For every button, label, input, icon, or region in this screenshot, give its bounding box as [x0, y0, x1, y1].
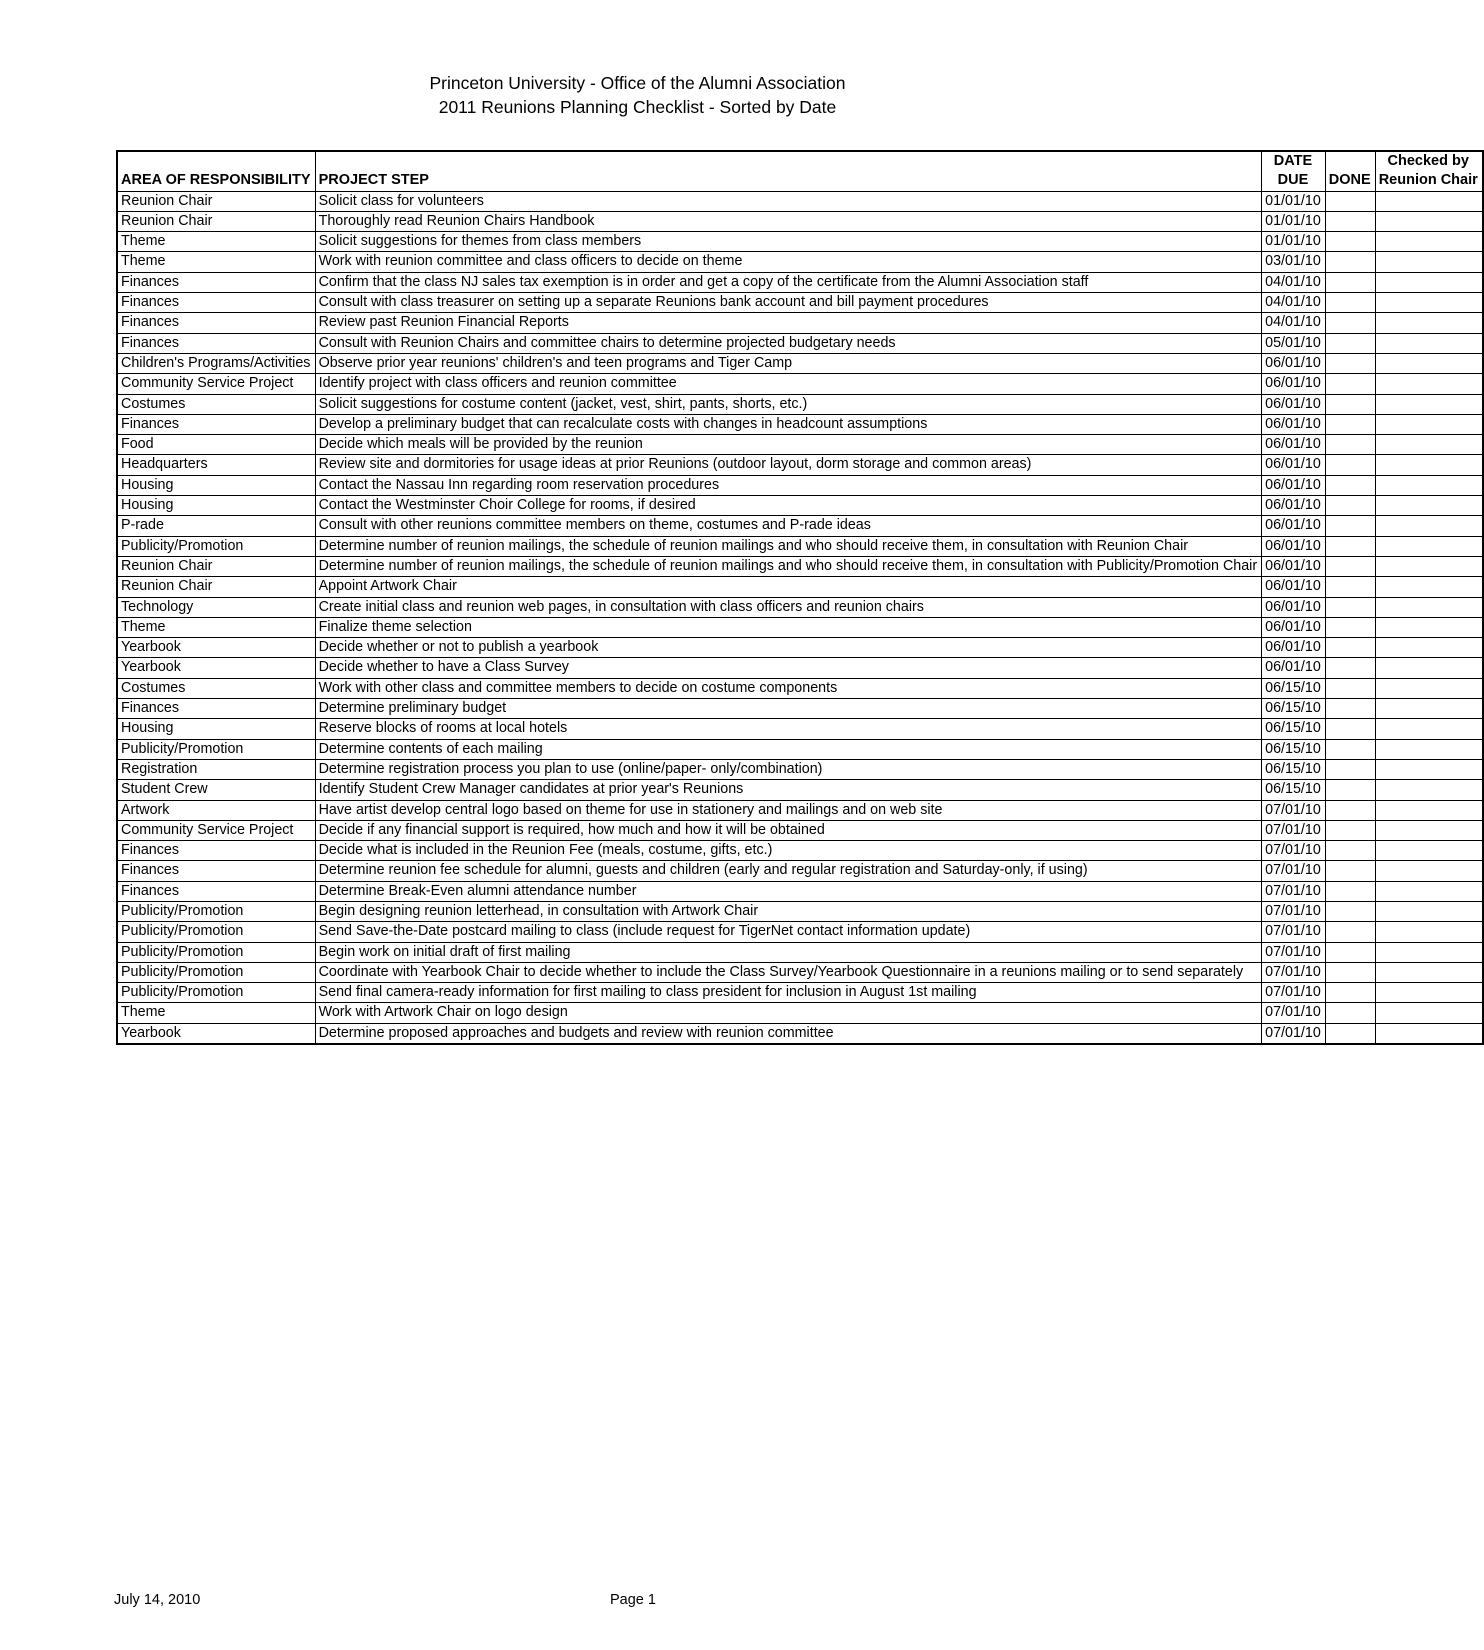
- done-cell: [1325, 577, 1375, 597]
- done-cell: [1325, 353, 1375, 373]
- date-due-cell: 07/01/10: [1262, 1003, 1326, 1023]
- table-row: [117, 841, 1483, 861]
- table-row: [117, 922, 1483, 942]
- area-cell: Theme: [117, 232, 315, 252]
- table-row: [117, 678, 1483, 698]
- project-step-cell: Determine number of reunion mailings, the schedule of reunion mailings and who should receive them, in consultation with Publicity/Promotion Chair: [315, 556, 1262, 576]
- checked-by-cell: [1375, 556, 1483, 576]
- project-step-cell: Review past Reunion Financial Reports: [315, 313, 1262, 333]
- column-header-checked-line1: Checked by: [1387, 153, 1469, 169]
- done-cell: [1325, 536, 1375, 556]
- date-due-cell: 04/01/10: [1262, 313, 1326, 333]
- table-row: [117, 638, 1483, 658]
- done-cell: [1325, 617, 1375, 637]
- date-due-cell: 06/01/10: [1262, 394, 1326, 414]
- table-row: [117, 1003, 1483, 1023]
- project-step-cell: Begin designing reunion letterhead, in consultation with Artwork Chair: [315, 901, 1262, 921]
- area-cell: P-rade: [117, 516, 315, 536]
- table-row: [117, 272, 1483, 292]
- checked-by-cell: [1375, 861, 1483, 881]
- project-step-cell: Work with Artwork Chair on logo design: [315, 1003, 1262, 1023]
- checked-by-cell: [1375, 516, 1483, 536]
- table-row: [117, 455, 1483, 475]
- project-step-cell: Solicit suggestions for themes from class members: [315, 232, 1262, 252]
- area-cell: Publicity/Promotion: [117, 536, 315, 556]
- done-cell: [1325, 293, 1375, 313]
- date-due-cell: 07/01/10: [1262, 901, 1326, 921]
- checked-by-cell: [1375, 800, 1483, 820]
- area-cell: Community Service Project: [117, 820, 315, 840]
- area-cell: Reunion Chair: [117, 191, 315, 211]
- table-row: [117, 536, 1483, 556]
- area-cell: Costumes: [117, 394, 315, 414]
- checked-by-cell: [1375, 617, 1483, 637]
- column-header-due-line1: DATE: [1273, 153, 1313, 169]
- project-step-cell: Send Save-the-Date postcard mailing to class (include request for TigerNet contact information update): [315, 922, 1262, 942]
- area-cell: Finances: [117, 272, 315, 292]
- checked-by-cell: [1375, 272, 1483, 292]
- checked-by-cell: [1375, 1023, 1483, 1044]
- table-row: [117, 252, 1483, 272]
- date-due-cell: 01/01/10: [1262, 191, 1326, 211]
- done-cell: [1325, 333, 1375, 353]
- project-step-cell: Contact the Nassau Inn regarding room reservation procedures: [315, 475, 1262, 495]
- project-step-cell: Identify Student Crew Manager candidates at prior year's Reunions: [315, 780, 1262, 800]
- table-row: [117, 820, 1483, 840]
- project-step-cell: Determine reunion fee schedule for alumni, guests and children (early and regular registration and Saturday-only, if using): [315, 861, 1262, 881]
- table-row: [117, 881, 1483, 901]
- date-due-cell: 07/01/10: [1262, 820, 1326, 840]
- document-title: Princeton University - Office of the Alumni Association: [429, 73, 846, 93]
- project-step-cell: Thoroughly read Reunion Chairs Handbook: [315, 211, 1262, 231]
- project-step-cell: Solicit suggestions for costume content (jacket, vest, shirt, pants, shorts, etc.): [315, 394, 1262, 414]
- area-cell: Reunion Chair: [117, 577, 315, 597]
- done-cell: [1325, 394, 1375, 414]
- checked-by-cell: [1375, 820, 1483, 840]
- table-row: [117, 739, 1483, 759]
- project-step-cell: Solicit class for volunteers: [315, 191, 1262, 211]
- area-cell: Finances: [117, 293, 315, 313]
- date-due-cell: 06/01/10: [1262, 536, 1326, 556]
- header-row: [117, 151, 1483, 191]
- area-cell: Food: [117, 435, 315, 455]
- date-due-cell: 07/01/10: [1262, 800, 1326, 820]
- area-cell: Finances: [117, 841, 315, 861]
- done-cell: [1325, 841, 1375, 861]
- project-step-cell: Decide what is included in the Reunion Fee (meals, costume, gifts, etc.): [315, 841, 1262, 861]
- date-due-cell: 01/01/10: [1262, 232, 1326, 252]
- date-due-cell: 06/15/10: [1262, 699, 1326, 719]
- date-due-cell: 04/01/10: [1262, 293, 1326, 313]
- checked-by-cell: [1375, 475, 1483, 495]
- table-row: [117, 617, 1483, 637]
- date-due-cell: 07/01/10: [1262, 1023, 1326, 1044]
- checked-by-cell: [1375, 191, 1483, 211]
- table-row: [117, 556, 1483, 576]
- area-cell: Finances: [117, 699, 315, 719]
- date-due-cell: 07/01/10: [1262, 841, 1326, 861]
- checked-by-cell: [1375, 962, 1483, 982]
- done-cell: [1325, 1023, 1375, 1044]
- date-due-cell: 06/15/10: [1262, 739, 1326, 759]
- done-cell: [1325, 800, 1375, 820]
- checked-by-cell: [1375, 353, 1483, 373]
- table-row: [117, 516, 1483, 536]
- project-step-cell: Identify project with class officers and reunion committee: [315, 374, 1262, 394]
- column-header-done: DONE: [1325, 151, 1375, 191]
- table-row: [117, 353, 1483, 373]
- column-header-step: PROJECT STEP: [315, 151, 1262, 191]
- table-row: [117, 374, 1483, 394]
- project-step-cell: Consult with Reunion Chairs and committee chairs to determine projected budgetary needs: [315, 333, 1262, 353]
- area-cell: Theme: [117, 252, 315, 272]
- column-header-due-line2: DUE: [1277, 172, 1309, 189]
- project-step-cell: Determine preliminary budget: [315, 699, 1262, 719]
- table-row: [117, 597, 1483, 617]
- area-cell: Publicity/Promotion: [117, 901, 315, 921]
- checked-by-cell: [1375, 496, 1483, 516]
- date-due-cell: 07/01/10: [1262, 983, 1326, 1003]
- area-cell: Children's Programs/Activities: [117, 353, 315, 373]
- checked-by-cell: [1375, 232, 1483, 252]
- project-step-cell: Finalize theme selection: [315, 617, 1262, 637]
- date-due-cell: 06/01/10: [1262, 577, 1326, 597]
- project-step-cell: Determine registration process you plan to use (online/paper- only/combination): [315, 759, 1262, 779]
- date-due-cell: 06/01/10: [1262, 597, 1326, 617]
- project-step-cell: Observe prior year reunions' children's and teen programs and Tiger Camp: [315, 353, 1262, 373]
- checked-by-cell: [1375, 759, 1483, 779]
- project-step-cell: Begin work on initial draft of first mailing: [315, 942, 1262, 962]
- done-cell: [1325, 922, 1375, 942]
- project-step-cell: Appoint Artwork Chair: [315, 577, 1262, 597]
- area-cell: Registration: [117, 759, 315, 779]
- checked-by-cell: [1375, 881, 1483, 901]
- project-step-cell: Work with reunion committee and class officers to decide on theme: [315, 252, 1262, 272]
- checked-by-cell: [1375, 678, 1483, 698]
- done-cell: [1325, 820, 1375, 840]
- checked-by-cell: [1375, 435, 1483, 455]
- done-cell: [1325, 475, 1375, 495]
- project-step-cell: Consult with other reunions committee members on theme, costumes and P-rade ideas: [315, 516, 1262, 536]
- area-cell: Housing: [117, 496, 315, 516]
- done-cell: [1325, 983, 1375, 1003]
- table-row: [117, 394, 1483, 414]
- project-step-cell: Contact the Westminster Choir College for rooms, if desired: [315, 496, 1262, 516]
- done-cell: [1325, 699, 1375, 719]
- date-due-cell: 07/01/10: [1262, 942, 1326, 962]
- area-cell: Housing: [117, 719, 315, 739]
- date-due-cell: 06/01/10: [1262, 516, 1326, 536]
- project-step-cell: Determine number of reunion mailings, the schedule of reunion mailings and who should receive them, in consultation with Reunion Chair: [315, 536, 1262, 556]
- checked-by-cell: [1375, 211, 1483, 231]
- table-row: [117, 800, 1483, 820]
- checked-by-cell: [1375, 739, 1483, 759]
- project-step-cell: Create initial class and reunion web pages, in consultation with class officers and reunion chairs: [315, 597, 1262, 617]
- area-cell: Yearbook: [117, 658, 315, 678]
- date-due-cell: 06/15/10: [1262, 780, 1326, 800]
- date-due-cell: 06/01/10: [1262, 556, 1326, 576]
- date-due-cell: 06/01/10: [1262, 638, 1326, 658]
- date-due-cell: 06/01/10: [1262, 455, 1326, 475]
- checked-by-cell: [1375, 719, 1483, 739]
- project-step-cell: Send final camera-ready information for first mailing to class president for inclusion in August 1st mailing: [315, 983, 1262, 1003]
- project-step-cell: Confirm that the class NJ sales tax exemption is in order and get a copy of the certificate from the Alumni Association staff: [315, 272, 1262, 292]
- done-cell: [1325, 881, 1375, 901]
- date-due-cell: 06/01/10: [1262, 374, 1326, 394]
- date-due-cell: 06/15/10: [1262, 759, 1326, 779]
- checked-by-cell: [1375, 841, 1483, 861]
- checked-by-cell: [1375, 1003, 1483, 1023]
- project-step-cell: Determine proposed approaches and budgets and review with reunion committee: [315, 1023, 1262, 1044]
- project-step-cell: Review site and dormitories for usage ideas at prior Reunions (outdoor layout, dorm storage and common areas): [315, 455, 1262, 475]
- project-step-cell: Decide if any financial support is required, how much and how it will be obtained: [315, 820, 1262, 840]
- checked-by-cell: [1375, 577, 1483, 597]
- column-header-due: [1262, 151, 1326, 191]
- done-cell: [1325, 374, 1375, 394]
- done-cell: [1325, 901, 1375, 921]
- project-step-cell: Decide whether to have a Class Survey: [315, 658, 1262, 678]
- done-cell: [1325, 455, 1375, 475]
- checked-by-cell: [1375, 414, 1483, 434]
- area-cell: Yearbook: [117, 638, 315, 658]
- date-due-cell: 06/01/10: [1262, 435, 1326, 455]
- area-cell: Technology: [117, 597, 315, 617]
- done-cell: [1325, 272, 1375, 292]
- date-due-cell: 06/01/10: [1262, 496, 1326, 516]
- done-cell: [1325, 556, 1375, 576]
- footer-date: July 14, 2010: [114, 1592, 201, 1608]
- area-cell: Headquarters: [117, 455, 315, 475]
- date-due-cell: 06/01/10: [1262, 475, 1326, 495]
- checklist-table: [116, 150, 1484, 1045]
- table-row: [117, 962, 1483, 982]
- project-step-cell: Coordinate with Yearbook Chair to decide whether to include the Class Survey/Yearbook Questionnaire in a reunions mailing or to send separately: [315, 962, 1262, 982]
- table-row: [117, 719, 1483, 739]
- footer-page-number: Page 1: [610, 1592, 656, 1608]
- column-header-checked: [1375, 151, 1483, 191]
- checked-by-cell: [1375, 394, 1483, 414]
- date-due-cell: 04/01/10: [1262, 272, 1326, 292]
- area-cell: Finances: [117, 313, 315, 333]
- checked-by-cell: [1375, 942, 1483, 962]
- done-cell: [1325, 435, 1375, 455]
- table-row: [117, 232, 1483, 252]
- done-cell: [1325, 861, 1375, 881]
- column-header-area: AREA OF RESPONSIBILITY: [117, 151, 315, 191]
- area-cell: Publicity/Promotion: [117, 942, 315, 962]
- area-cell: Finances: [117, 861, 315, 881]
- date-due-cell: 07/01/10: [1262, 922, 1326, 942]
- done-cell: [1325, 739, 1375, 759]
- project-step-cell: Reserve blocks of rooms at local hotels: [315, 719, 1262, 739]
- document-subtitle: 2011 Reunions Planning Checklist - Sorted by Date: [438, 97, 837, 117]
- date-due-cell: 03/01/10: [1262, 252, 1326, 272]
- checked-by-cell: [1375, 536, 1483, 556]
- checked-by-cell: [1375, 638, 1483, 658]
- checked-by-cell: [1375, 293, 1483, 313]
- area-cell: Reunion Chair: [117, 556, 315, 576]
- area-cell: Theme: [117, 617, 315, 637]
- checked-by-cell: [1375, 780, 1483, 800]
- project-step-cell: Decide which meals will be provided by the reunion: [315, 435, 1262, 455]
- checked-by-cell: [1375, 333, 1483, 353]
- date-due-cell: 06/01/10: [1262, 414, 1326, 434]
- date-due-cell: 01/01/10: [1262, 211, 1326, 231]
- done-cell: [1325, 191, 1375, 211]
- date-due-cell: 06/01/10: [1262, 658, 1326, 678]
- project-step-cell: Work with other class and committee members to decide on costume components: [315, 678, 1262, 698]
- area-cell: Yearbook: [117, 1023, 315, 1044]
- done-cell: [1325, 942, 1375, 962]
- done-cell: [1325, 780, 1375, 800]
- project-step-cell: Determine Break-Even alumni attendance number: [315, 881, 1262, 901]
- done-cell: [1325, 638, 1375, 658]
- done-cell: [1325, 962, 1375, 982]
- checked-by-cell: [1375, 658, 1483, 678]
- project-step-cell: Decide whether or not to publish a yearbook: [315, 638, 1262, 658]
- area-cell: Finances: [117, 881, 315, 901]
- area-cell: Reunion Chair: [117, 211, 315, 231]
- date-due-cell: 06/15/10: [1262, 678, 1326, 698]
- project-step-cell: Consult with class treasurer on setting up a separate Reunions bank account and bill payment procedures: [315, 293, 1262, 313]
- table-row: [117, 475, 1483, 495]
- done-cell: [1325, 496, 1375, 516]
- checked-by-cell: [1375, 374, 1483, 394]
- area-cell: Finances: [117, 333, 315, 353]
- checked-by-cell: [1375, 699, 1483, 719]
- date-due-cell: 07/01/10: [1262, 861, 1326, 881]
- table-row: [117, 699, 1483, 719]
- table-row: [117, 496, 1483, 516]
- area-cell: Publicity/Promotion: [117, 983, 315, 1003]
- area-cell: Community Service Project: [117, 374, 315, 394]
- date-due-cell: 06/01/10: [1262, 353, 1326, 373]
- checked-by-cell: [1375, 252, 1483, 272]
- table-row: [117, 780, 1483, 800]
- table-row: [117, 313, 1483, 333]
- table-row: [117, 211, 1483, 231]
- area-cell: Theme: [117, 1003, 315, 1023]
- area-cell: Student Crew: [117, 780, 315, 800]
- table-row: [117, 901, 1483, 921]
- checked-by-cell: [1375, 313, 1483, 333]
- table-row: [117, 293, 1483, 313]
- table-row: [117, 1023, 1483, 1044]
- area-cell: Publicity/Promotion: [117, 739, 315, 759]
- date-due-cell: 06/01/10: [1262, 617, 1326, 637]
- done-cell: [1325, 313, 1375, 333]
- checklist-rows: [117, 191, 1483, 1044]
- done-cell: [1325, 678, 1375, 698]
- area-cell: Publicity/Promotion: [117, 922, 315, 942]
- done-cell: [1325, 232, 1375, 252]
- area-cell: Housing: [117, 475, 315, 495]
- checked-by-cell: [1375, 901, 1483, 921]
- checked-by-cell: [1375, 455, 1483, 475]
- checked-by-cell: [1375, 922, 1483, 942]
- table-row: [117, 759, 1483, 779]
- project-step-cell: Have artist develop central logo based on theme for use in stationery and mailings and on web site: [315, 800, 1262, 820]
- date-due-cell: 05/01/10: [1262, 333, 1326, 353]
- done-cell: [1325, 597, 1375, 617]
- done-cell: [1325, 1003, 1375, 1023]
- table-row: [117, 658, 1483, 678]
- table-row: [117, 861, 1483, 881]
- table-row: [117, 942, 1483, 962]
- table-row: [117, 983, 1483, 1003]
- date-due-cell: 07/01/10: [1262, 962, 1326, 982]
- date-due-cell: 07/01/10: [1262, 881, 1326, 901]
- done-cell: [1325, 759, 1375, 779]
- checked-by-cell: [1375, 597, 1483, 617]
- done-cell: [1325, 414, 1375, 434]
- project-step-cell: Develop a preliminary budget that can recalculate costs with changes in headcount assumptions: [315, 414, 1262, 434]
- area-cell: Artwork: [117, 800, 315, 820]
- area-cell: Finances: [117, 414, 315, 434]
- done-cell: [1325, 516, 1375, 536]
- table-row: [117, 191, 1483, 211]
- done-cell: [1325, 211, 1375, 231]
- column-header-checked-line2: Reunion Chair: [1378, 172, 1478, 189]
- done-cell: [1325, 658, 1375, 678]
- done-cell: [1325, 252, 1375, 272]
- table-row: [117, 435, 1483, 455]
- table-row: [117, 333, 1483, 353]
- area-cell: Costumes: [117, 678, 315, 698]
- checked-by-cell: [1375, 983, 1483, 1003]
- date-due-cell: 06/15/10: [1262, 719, 1326, 739]
- table-row: [117, 577, 1483, 597]
- project-step-cell: Determine contents of each mailing: [315, 739, 1262, 759]
- done-cell: [1325, 719, 1375, 739]
- area-cell: Publicity/Promotion: [117, 962, 315, 982]
- table-row: [117, 414, 1483, 434]
